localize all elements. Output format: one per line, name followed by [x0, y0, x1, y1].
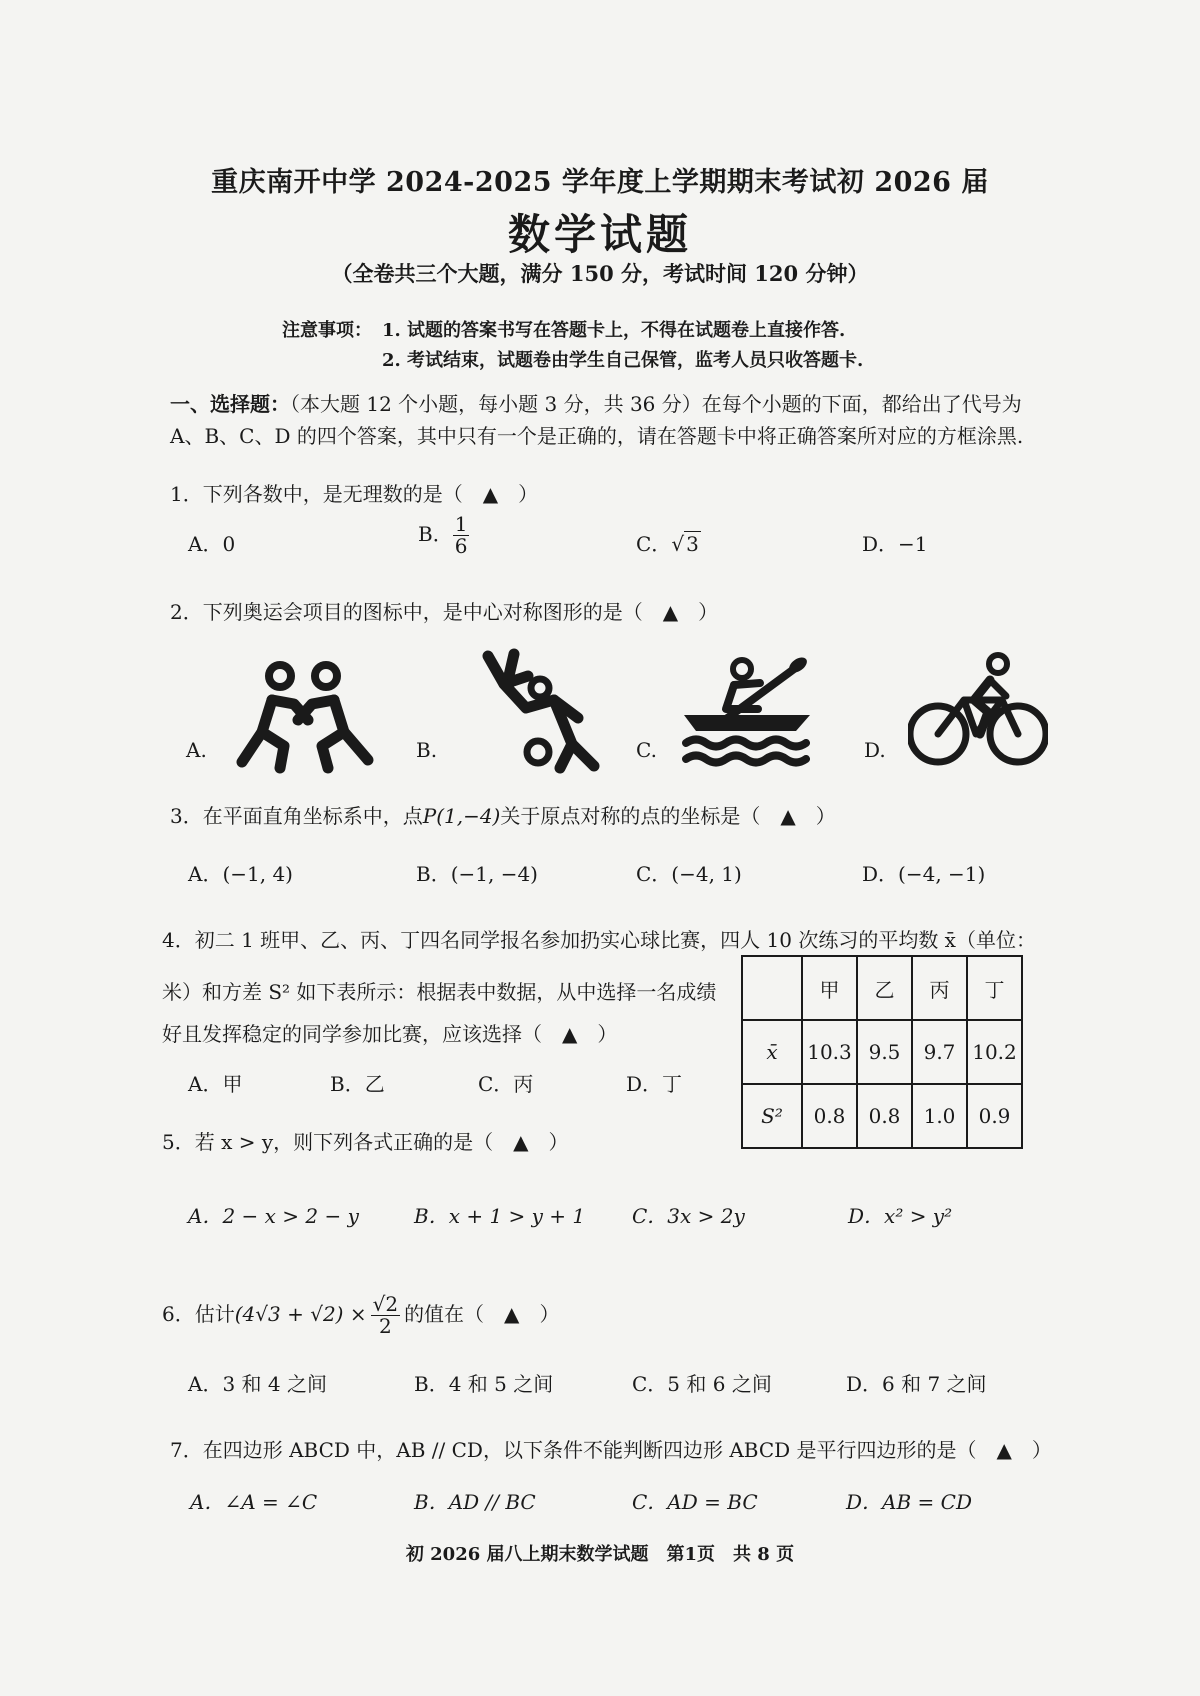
q4-stem-line-1: 4．初二 1 班甲、乙、丙、丁四名同学报名参加扔实心球比赛，四人 10 次练习的平均数 x̄（单位：	[162, 928, 1036, 952]
q3-point: P(1,−4)	[422, 804, 501, 828]
q4-option-d: D．丁	[626, 1072, 683, 1096]
notice-item-1: 1. 试题的答案书写在答题卡上，不得在试题卷上直接作答.	[382, 320, 846, 341]
q6-stem: 6．估计(4√3 + √2) × $\frac{√2}{2}$ 的值在（ ▲ ）	[162, 1292, 560, 1338]
q3-option-a: A．(−1, 4)	[188, 862, 293, 886]
judo-icon	[478, 648, 613, 778]
q2-option-c: C.	[636, 738, 657, 762]
table-header-row: 甲 乙 丙 丁	[742, 956, 1022, 1020]
q1-option-b: B． $\frac{1}{6}$	[418, 512, 468, 558]
q3-option-c: C．(−4, 1)	[636, 862, 742, 886]
exam-info: （全卷共三个大题，满分 150 分，考试时间 120 分钟）	[331, 261, 869, 286]
wrestling-icon	[222, 660, 387, 775]
q5-option-c: C．3x > 2y	[632, 1204, 745, 1228]
q5-option-b: B．x + 1 > y + 1	[414, 1204, 586, 1228]
q6-option-b: B．4 和 5 之间	[414, 1372, 554, 1396]
q4-stem-line-3: 好且发挥稳定的同学参加比赛，应该选择（ ▲ ）	[162, 1022, 618, 1046]
q7-stem: 7．在四边形 ABCD 中，AB // CD，以下条件不能判断四边形 ABCD 是平行四边形的是（ ▲ ）	[170, 1438, 1052, 1462]
section-instructions-2: A、B、C、D 的四个答案，其中只有一个是正确的，请在答题卡中将正确答案所对应的方框涂黑.	[170, 424, 1024, 448]
q2-option-b: B.	[416, 738, 438, 762]
q5-stem: 5．若 x > y，则下列各式正确的是（ ▲ ）	[162, 1130, 569, 1154]
q6-option-d: D．6 和 7 之间	[846, 1372, 987, 1396]
exam-school-title: 重庆南开中学 2024-2025 学年度上学期期末考试初 2026 届	[211, 167, 989, 198]
q7-option-c: C．AD = BC	[632, 1490, 758, 1514]
table-row-variance: S² 0.8 0.8 1.0 0.9	[742, 1084, 1022, 1148]
section-heading: 一、选择题：	[170, 392, 290, 416]
notice-label: 注意事项：	[282, 320, 372, 341]
q5-option-a: A．2 − x > 2 − y	[188, 1204, 359, 1228]
q4-option-b: B．乙	[330, 1072, 385, 1096]
q2-stem: 2．下列奥运会项目的图标中，是中心对称图形的是（ ▲ ）	[170, 600, 719, 624]
table-row-mean: x̄ 10.3 9.5 9.7 10.2	[742, 1020, 1022, 1084]
q5-option-d: D．x² > y²	[848, 1204, 953, 1228]
q6-expression: (4√3 + √2) ×	[234, 1302, 367, 1326]
q6-option-c: C．5 和 6 之间	[632, 1372, 772, 1396]
cycling-icon	[908, 650, 1048, 770]
q1-stem: 1．下列各数中，是无理数的是（ ▲ ）	[170, 482, 539, 506]
page-footer: 初 2026 届八上期末数学试题 第1页 共 8 页	[405, 1544, 795, 1565]
q4-option-c: C．丙	[478, 1072, 534, 1096]
kayak-icon	[678, 655, 818, 767]
section-instructions-1: （本大题 12 个小题，每小题 3 分，共 36 分）在每个小题的下面，都给出了代号为	[290, 392, 1022, 416]
q3-option-d: D．(−4, −1)	[862, 862, 986, 886]
q4-data-table	[741, 955, 1023, 1149]
q7-option-d: D．AB = CD	[846, 1490, 972, 1514]
exam-subject-title: 数学试题	[507, 210, 692, 259]
q3-stem: 3．在平面直角坐标系中，点P(1,−4)关于原点对称的点的坐标是（ ▲ ）	[170, 804, 836, 828]
q3-option-b: B．(−1, −4)	[416, 862, 538, 886]
q6-option-a: A．3 和 4 之间	[188, 1372, 327, 1396]
q2-option-a: A.	[186, 738, 207, 762]
q4-option-a: A．甲	[188, 1072, 243, 1096]
q7-option-b: B．AD // BC	[414, 1490, 536, 1514]
q2-option-d: D.	[864, 738, 886, 762]
q1-option-c: C．√ 3	[636, 532, 699, 556]
q1-option-d: D．−1	[862, 532, 928, 556]
q4-stem-line-2: 米）和方差 S² 如下表所示：根据表中数据，从中选择一名成绩	[162, 980, 717, 1004]
q7-option-a: A．∠A = ∠C	[190, 1490, 318, 1514]
q1-option-a: A．0	[188, 532, 236, 556]
notice-item-2: 2. 考试结束，试题卷由学生自己保管，监考人员只收答题卡.	[382, 350, 864, 371]
